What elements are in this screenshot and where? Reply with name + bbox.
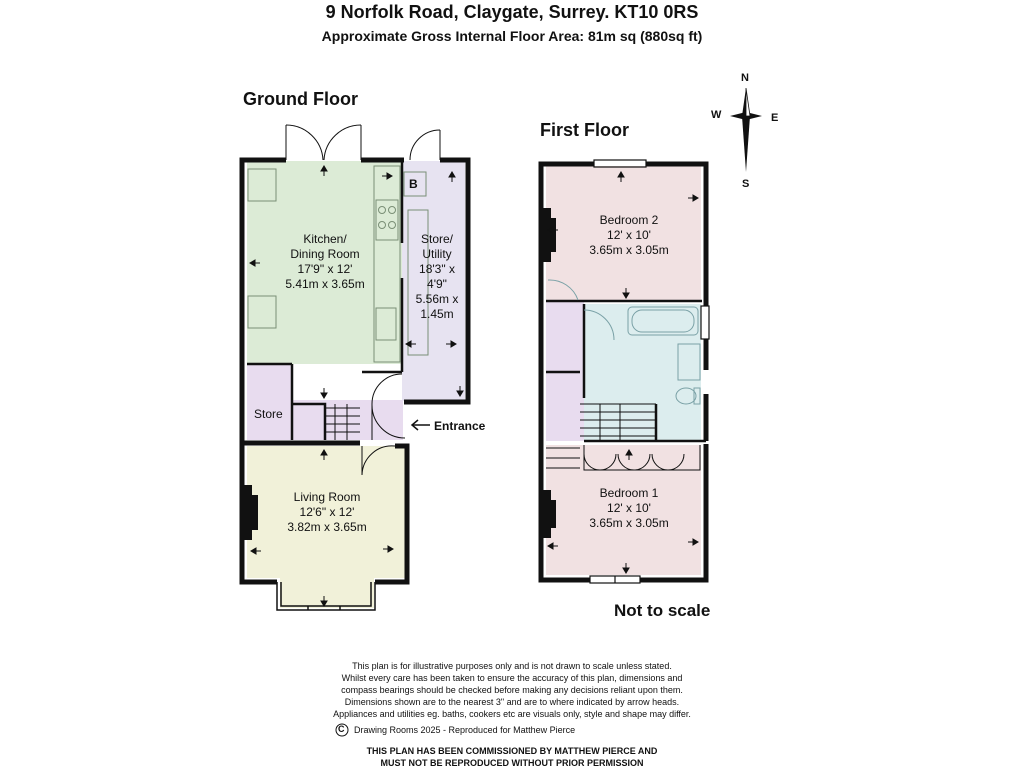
bedroom2-name: Bedroom 2 <box>599 213 659 227</box>
copyright-symbol: C <box>338 724 345 734</box>
legal-line-1: THIS PLAN HAS BEEN COMMISSIONED BY MATTHEW PIERCE AND <box>366 746 658 756</box>
kitchen-name-2: Dining Room <box>290 247 360 261</box>
entrance-label: Entrance <box>434 419 486 433</box>
store-label: Store <box>254 407 283 421</box>
first-floor-label: First Floor <box>540 120 629 140</box>
living-room-label <box>272 490 382 535</box>
legal-line-2: MUST NOT BE REPRODUCED WITHOUT PRIOR PERMISSION <box>380 758 644 768</box>
copyright-text: Drawing Rooms 2025 - Reproduced for Matthew Pierce <box>354 725 576 735</box>
kitchen-french-doors <box>286 125 361 160</box>
living-room-imperial: 12'6" x 12' <box>299 505 355 519</box>
bedroom2-metric: 3.65m x 3.05m <box>589 243 669 257</box>
utility-name-2: Utility <box>422 247 452 261</box>
ground-floor-label: Ground Floor <box>243 89 358 109</box>
disclaimer-line-3: compass bearings should be checked before making any decisions reliant upon them. <box>341 685 683 695</box>
bedroom2-label <box>574 213 684 258</box>
utility-imperial-2: 4'9" <box>427 277 447 291</box>
living-room-metric: 3.82m x 3.65m <box>287 520 367 534</box>
disclaimer-line-1: This plan is for illustrative purposes only and is not drawn to scale unless stated. <box>352 661 672 671</box>
utility-name-1: Store/ <box>420 232 453 246</box>
bedroom1-imperial: 12' x 10' <box>607 501 651 515</box>
bay-window-area <box>280 578 374 608</box>
living-room-name: Living Room <box>293 490 361 504</box>
compass-south: S <box>742 178 750 190</box>
kitchen-metric: 5.41m x 3.65m <box>285 277 365 291</box>
kitchen-imperial: 17'9" x 12' <box>297 262 353 276</box>
not-to-scale-note: Not to scale <box>614 601 711 620</box>
bedroom1-metric: 3.65m x 3.05m <box>589 516 669 530</box>
utility-label <box>405 232 469 322</box>
bedroom1-name: Bedroom 1 <box>599 486 659 500</box>
compass-north: N <box>741 72 749 84</box>
disclaimer-line-5: Appliances and utilities eg. baths, cookers etc are visuals only, style and shape may differ. <box>333 709 691 719</box>
disclaimer-line-4: Dimensions shown are to the nearest 3" and are to where indicated by arrow heads. <box>344 697 680 707</box>
disclaimer-line-2: Whilst every care has been taken to ensure the accuracy of this plan, dimensions and <box>341 673 683 683</box>
compass-rose-icon <box>730 88 762 172</box>
hall-area <box>293 400 403 440</box>
floor-area-subtitle: Approximate Gross Internal Floor Area: 81m sq (880sq ft) <box>321 28 703 44</box>
bedroom1-label <box>574 486 684 531</box>
utility-imperial-1: 18'3" x <box>419 262 455 276</box>
kitchen-name-1: Kitchen/ <box>303 232 347 246</box>
boiler-label: B <box>409 177 418 191</box>
compass-east: E <box>771 112 779 124</box>
plan-title: 9 Norfolk Road, Claygate, Surrey. KT10 0RS <box>325 2 699 22</box>
utility-door <box>410 130 440 160</box>
entrance-arrow-icon <box>412 420 430 430</box>
utility-metric-1: 5.56m x <box>415 292 459 306</box>
store-area <box>247 364 293 440</box>
bedroom2-imperial: 12' x 10' <box>607 228 651 242</box>
compass-west: W <box>711 109 722 121</box>
kitchen-label <box>270 232 380 292</box>
utility-metric-2: 1.45m <box>420 307 454 321</box>
